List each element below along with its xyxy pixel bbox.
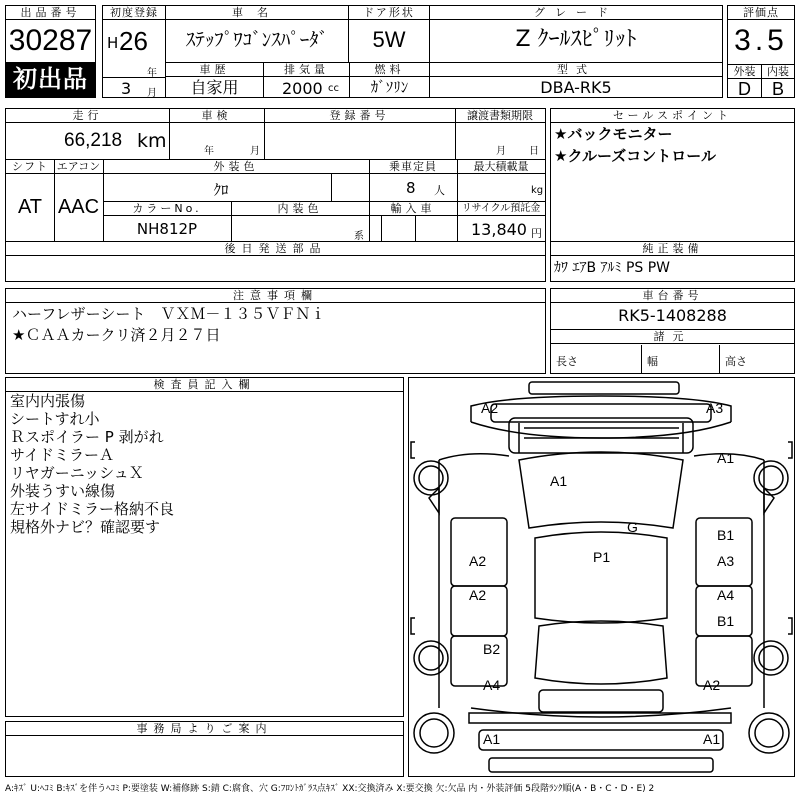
displacement-unit: cc: [328, 83, 339, 94]
door-box: [348, 5, 430, 63]
sales-point: ★クルーズコントロール: [554, 147, 716, 165]
era: H: [107, 34, 119, 52]
inspection-label: 車検: [169, 109, 265, 123]
length-label: 長さ: [556, 355, 578, 368]
height-label: 高さ: [725, 355, 747, 368]
office-notice-label: 事務局よりご案内: [6, 722, 403, 736]
damage-code: A2: [481, 400, 499, 416]
note-line: ハーフレザーシート ＶＸＭ－１３５ＶＦＮｉ: [12, 305, 326, 323]
color-no-label: カラーNo.: [103, 202, 232, 216]
model-code: DBA-RK5: [540, 78, 612, 97]
interior-score: B: [771, 79, 784, 99]
damage-code: A1: [703, 731, 721, 747]
docs-month-unit: 月: [496, 146, 506, 157]
width-label: 幅: [647, 355, 658, 368]
inspector-notes-label: 検査員記入欄: [6, 378, 403, 392]
color-number: NH812P: [136, 220, 198, 238]
score-box: [727, 5, 795, 98]
damage-code: A3: [706, 400, 724, 416]
month-unit: 月: [147, 88, 157, 99]
dimensions-label: 諸元: [551, 330, 794, 344]
fuel-box: [349, 62, 430, 98]
damage-code: P1: [593, 549, 611, 565]
displacement: 2000: [282, 79, 323, 98]
import-label: 輸入車: [369, 202, 458, 216]
exterior-score-label: 外装: [728, 65, 761, 79]
damage-code: B2: [483, 641, 501, 657]
notes-label: 注意事項欄: [6, 289, 545, 303]
first-listing-badge: 初出品: [6, 62, 95, 97]
mileage-label: 走行: [6, 109, 170, 123]
car-name-box: [165, 5, 349, 63]
damage-code: A4: [483, 677, 501, 693]
damage-legend: A:ｷｽﾞ U:ﾍｺﾐ B:ｷｽﾞを伴うﾍｺﾐ P:要塗装 W:補修跡 S:錆 C:腐食、穴 G:ﾌﾛﾝﾄｶﾞﾗｽ点ｷｽﾞ XX:交換済み X:要交換 欠:欠品 内・外装評価 5段階ﾗﾝｸ順(A・B・C・D・E) 2: [5, 784, 655, 794]
door-label: ドア形状: [349, 6, 429, 20]
lot-number: 30287: [8, 24, 93, 57]
inspection-year-unit: 年: [204, 146, 214, 157]
damage-code: B1: [717, 527, 735, 543]
damage-code: A1: [483, 731, 501, 747]
first-registration-box: [102, 5, 166, 98]
lot-number-box: [5, 5, 96, 98]
equipment-box: [550, 241, 795, 282]
damage-code: A2: [469, 553, 487, 569]
sales-point: ★バックモニター: [554, 125, 673, 143]
grade-label: グレード: [430, 6, 722, 20]
sales-points-label: セールスポイント: [551, 109, 794, 123]
docs-deadline-label: 譲渡書類期限: [455, 109, 545, 123]
office-notice-box: [5, 721, 404, 777]
inspector-note: Ｒスポイラー P 剥がれ: [10, 428, 164, 446]
inspector-note: 外装うすい線傷: [10, 482, 116, 500]
registration-no-label: 登録番号: [264, 109, 456, 123]
car-name-label: 車名: [166, 6, 348, 20]
damage-code: A2: [469, 587, 487, 603]
damage-diagram: [408, 377, 795, 777]
equipment-label: 純正装備: [551, 242, 794, 256]
recycle-label: リサイクル預託金: [457, 202, 545, 216]
inspection-month-unit: 月: [250, 146, 260, 157]
inspector-note: シートすれ小: [10, 410, 100, 428]
grade: Z ｸｰﾙｽﾋﾟﾘｯﾄ: [515, 27, 637, 52]
equipment: ｶﾜ ｴｱB ｱﾙﾐ PS PW: [554, 260, 671, 276]
car-name: ｽﾃｯﾌﾟﾜｺﾞﾝｽﾊﾟｰﾀﾞ: [185, 29, 329, 51]
model-label: 型式: [430, 63, 722, 77]
capacity: 8: [406, 179, 416, 197]
damage-code: B1: [717, 613, 735, 629]
inspector-note: 左サイドミラー格納不良: [10, 500, 174, 518]
chassis-label: 車台番号: [551, 289, 794, 303]
damage-code: A4: [717, 587, 735, 603]
model-box: [429, 62, 723, 98]
inspector-note: リヤガーニッシュＸ: [10, 464, 144, 482]
notes-box: [5, 288, 546, 374]
mileage-unit: km: [137, 130, 167, 152]
shift-label: シフト: [6, 160, 55, 174]
grade-box: [429, 5, 723, 63]
overall-score: 3.5: [734, 24, 788, 57]
capacity-label: 乗車定員: [369, 160, 458, 174]
fuel-label: 燃料: [350, 63, 429, 77]
sales-points-box: [550, 108, 795, 242]
first-registration-label: 初度登録: [103, 6, 165, 20]
displacement-box: [263, 62, 350, 98]
max-load-unit: kg: [531, 185, 544, 196]
max-load-label: 最大積載量: [457, 160, 545, 174]
car-outline: [409, 378, 794, 776]
door-type: 5W: [372, 27, 406, 52]
exterior-color: ｸﾛ: [213, 181, 229, 199]
damage-code: A1: [717, 450, 735, 466]
chassis-box: [550, 288, 795, 374]
recycle-unit: 円: [531, 227, 542, 240]
docs-day-unit: 日: [529, 146, 539, 157]
mileage: 66,218: [64, 130, 123, 151]
year-unit: 年: [147, 68, 157, 79]
exterior-score: D: [738, 79, 751, 99]
vehicle-info-table: [5, 108, 546, 242]
damage-code: A1: [550, 473, 568, 489]
damage-code: A2: [703, 677, 721, 693]
interior-color-unit: 系: [354, 231, 364, 242]
history-box: [165, 62, 264, 98]
chassis-number: RK5-1408288: [551, 303, 794, 330]
note-line: ★ＣＡＡカークリ済２月２７日: [12, 326, 221, 344]
history: 自家用: [190, 78, 239, 97]
inspector-note: 規格外ナビ？確認要す: [10, 518, 161, 536]
interior-score-label: 内装: [762, 65, 794, 79]
later-parts-box: [5, 241, 546, 282]
registration-month: 3: [121, 79, 132, 98]
exterior-color-label: 外装色: [103, 160, 370, 174]
inspector-note: 室内内張傷: [10, 392, 86, 410]
damage-code: G: [627, 519, 638, 535]
recycle-fee: 13,840: [471, 220, 527, 239]
capacity-unit: 人: [434, 184, 445, 197]
lot-number-label: 出品番号: [6, 6, 95, 20]
registration-year: 26: [119, 26, 148, 56]
later-parts-label: 後日発送部品: [6, 242, 545, 256]
interior-color-label: 内装色: [231, 202, 370, 216]
score-label: 評価点: [728, 6, 794, 20]
inspector-note: サイドミラーＡ: [10, 446, 114, 464]
inspector-notes-box: [5, 377, 404, 717]
ac-label: エアコン: [54, 160, 104, 174]
displacement-label: 排気量: [264, 63, 349, 77]
damage-code: A3: [717, 553, 735, 569]
history-label: 車歴: [166, 63, 263, 77]
shift: AT: [17, 196, 43, 218]
air-conditioner: AAC: [57, 196, 100, 218]
fuel: ｶﾞｿﾘﾝ: [370, 78, 409, 96]
